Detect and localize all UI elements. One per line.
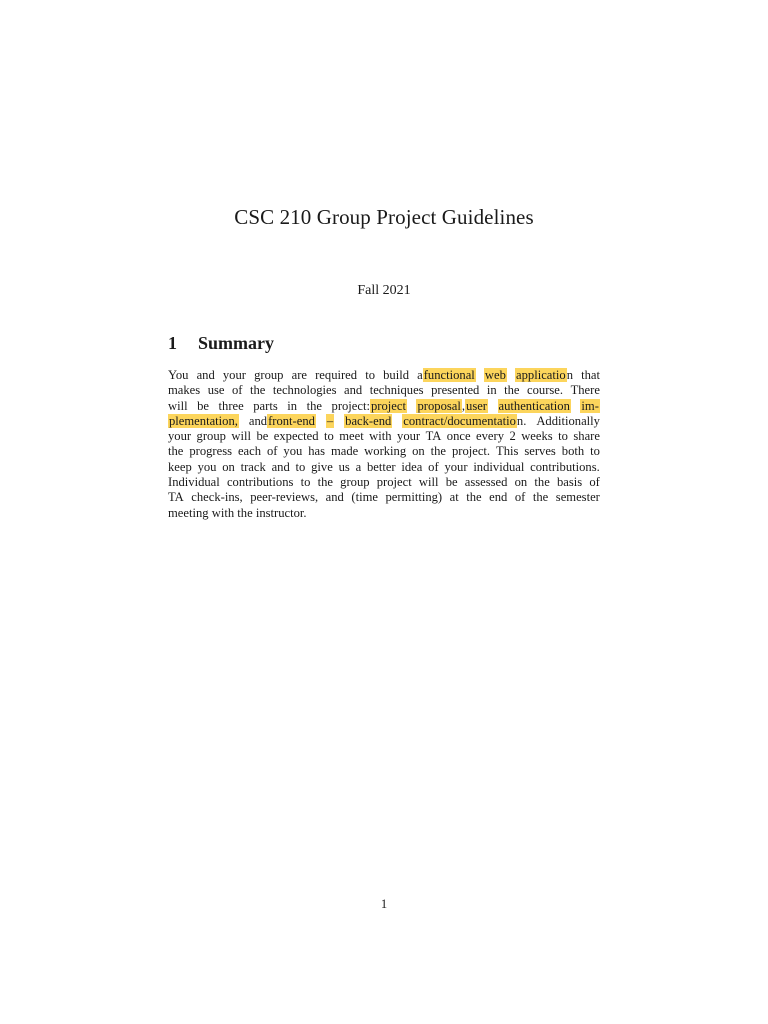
word [556,490,600,505]
text-run: be [197,398,210,413]
text-run: every [476,429,504,444]
word [509,429,515,444]
text-run: has [308,444,326,459]
word [487,383,497,398]
text-run: of [589,475,600,490]
text-run: individual [473,459,525,474]
word [383,368,409,383]
text-run: at [449,490,459,505]
word [473,460,524,475]
text-run: a [417,368,423,382]
text-run: the [430,444,447,459]
text-run: give [311,459,333,474]
text-run: semester [555,490,600,505]
text-run: and [325,490,344,505]
paragraph-line [168,399,600,414]
word [515,368,573,383]
word [370,383,424,398]
text-run: are [291,368,307,382]
word [168,414,239,429]
text-run: the [249,383,266,398]
text-run: serves [524,444,556,459]
text-run: to [365,368,375,382]
text-run: n. [516,413,527,428]
text-run: progress [189,444,232,459]
text-run: will [168,398,188,413]
text-run: with [369,429,392,444]
word [222,460,235,475]
word [324,429,334,444]
text-run: on [514,475,528,490]
text-run: assessed [464,475,508,490]
text-run: end [489,490,508,505]
word [426,429,442,444]
text-run: the [532,490,549,505]
word [484,368,507,383]
document-title: CSC 210 Group Project Guidelines [234,205,534,229]
word [168,460,192,475]
text-run: contributions. [530,459,600,474]
text-run: the [466,490,482,505]
text-run: made [330,444,359,459]
text-run: on [222,459,235,474]
highlighted-text: back-end [345,413,392,428]
word [589,475,600,490]
word [527,383,563,398]
word [308,444,325,459]
text-run: and [344,383,363,398]
text-run: be [256,429,269,444]
text-run: working [364,444,407,459]
page-number: 1 [380,897,388,911]
text-run: to [323,429,334,444]
word [344,414,392,429]
highlighted-text: im- [581,398,599,413]
text-run: TA [425,429,442,444]
highlighted-text: – [326,413,334,428]
text-run: use [207,383,225,398]
highlighted-text: contract/documentatio [403,413,516,428]
word [168,506,209,521]
text-run: each [237,444,262,459]
word [197,399,209,414]
text-run: you [197,459,217,474]
word [590,444,600,459]
text-run: of [514,490,526,505]
word [238,444,261,459]
word [197,368,215,383]
highlighted-text: proposal [417,398,461,413]
word [521,429,552,444]
word [249,414,316,429]
text-run: techniques [369,383,424,398]
section-heading [168,333,274,354]
text-run: peer-reviews, [250,490,319,505]
word [250,490,318,505]
word [419,475,439,490]
text-run: of [231,383,243,398]
word [331,444,358,459]
word [580,399,600,414]
word [466,490,481,505]
word [428,460,439,475]
paragraph-line [168,444,600,459]
text-run: parts [253,398,278,413]
word [515,490,526,505]
text-run: your [168,429,192,444]
text-run: Individual [168,475,220,490]
word [168,368,188,383]
word [571,383,600,398]
word [168,490,184,505]
text-run: expected [273,429,319,444]
paragraph-line [168,429,600,444]
text-run: (time [351,490,378,505]
word [450,490,459,505]
word [534,475,549,490]
text-run: to [590,444,600,459]
word [189,444,232,459]
text-run: three [218,398,244,413]
text-run: in [486,383,497,398]
text-run: your [222,368,246,382]
word [351,490,378,505]
word [208,383,225,398]
text-run: the [504,383,520,398]
word [219,399,244,414]
text-run: that [581,368,600,382]
word [227,475,293,490]
word [465,475,508,490]
text-run: track [240,459,266,474]
text-run: the [237,505,253,520]
word [237,506,252,521]
text-run: of [266,444,278,459]
text-run: You [168,368,189,382]
document-date: Fall 2021 [357,283,411,298]
word [273,383,337,398]
text-run: There [570,383,600,398]
text-run: presented [431,383,480,398]
word [356,460,362,475]
text-run: Additionally [536,413,600,428]
paragraph-line [168,490,600,505]
text-run: in [287,398,298,413]
text-run: and [196,368,215,382]
text-run: the [306,398,322,413]
word [489,490,507,505]
word [562,444,584,459]
word [296,460,306,475]
text-run: This [496,444,519,459]
word [272,460,290,475]
paragraph-line [168,383,600,398]
text-run: once [446,429,471,444]
word [256,429,268,444]
highlighted-text: web [484,368,506,382]
highlighted-text: front-end [268,413,315,428]
word [253,399,277,414]
word [397,429,420,444]
text-run: better [366,459,396,474]
text-run: a [355,459,362,474]
word [431,444,446,459]
word [168,383,200,398]
word [287,399,297,414]
word [212,506,234,521]
word [283,444,302,459]
word [476,429,504,444]
word [498,399,571,414]
word [256,506,307,521]
word [307,399,322,414]
word [452,444,490,459]
text-run: project: [331,398,370,413]
word [168,399,188,414]
word [431,383,479,398]
text-run: to [558,429,568,444]
word [581,368,600,383]
text-run: to [295,459,306,474]
word [530,460,600,475]
section-number: 1 [168,333,177,353]
word [311,460,333,475]
word [231,429,251,444]
text-run: share [573,429,600,444]
word [267,444,278,459]
paragraph-line [168,368,600,383]
text-run: and [248,413,268,428]
word [339,460,350,475]
word [332,399,407,414]
text-run: instructor. [255,505,307,520]
word [232,383,243,398]
text-run: contributions [226,475,294,490]
text-run: keep [168,459,192,474]
text-run: to [300,475,311,490]
text-run: 2 [509,429,516,444]
text-run: the [168,444,184,459]
highlighted-text: applicatio [516,368,566,382]
text-run: group [196,429,226,444]
text-run: group [254,368,284,382]
word [191,490,242,505]
word [223,368,246,383]
word [558,429,568,444]
text-run: required [315,368,358,382]
word [416,399,488,414]
text-run: be [445,475,458,490]
word [315,368,357,383]
text-run: check-ins, [191,490,243,505]
text-run: build [383,368,410,382]
paragraph-line [168,414,600,429]
text-run: n [566,368,573,382]
text-run: us [338,459,350,474]
word [446,475,458,490]
text-run: of [428,459,439,474]
word [292,368,307,383]
word [515,475,528,490]
word [412,444,425,459]
word [168,429,191,444]
word [401,460,422,475]
text-run: meet [339,429,364,444]
text-run: group [340,475,370,490]
word [340,475,369,490]
word [364,444,406,459]
word [504,383,519,398]
text-run: with [211,505,235,520]
word [254,368,283,383]
text-run: course. [527,383,564,398]
section-title: Summary [198,333,274,353]
text-run: on [412,444,425,459]
word [369,429,391,444]
text-run: the [317,475,333,490]
word [301,475,311,490]
text-run: your [444,459,468,474]
word [274,429,319,444]
word [326,414,334,429]
summary-paragraph [168,368,600,521]
word [318,475,333,490]
text-run: basis [556,475,583,490]
text-run: idea [401,459,423,474]
paragraph-line [168,506,600,521]
text-run: and [271,459,290,474]
word [524,444,555,459]
text-run: you [283,444,303,459]
text-run: the [534,475,550,490]
text-run: meeting [168,505,209,520]
word [168,475,220,490]
text-run: project [376,475,412,490]
word [197,429,226,444]
text-run: , [461,398,466,413]
text-run: weeks [521,429,553,444]
word [385,490,442,505]
word [536,414,600,429]
text-run: technologies [272,383,337,398]
word [447,429,471,444]
highlighted-text: project [370,398,406,413]
word [339,429,363,444]
word [402,414,526,429]
text-run: TA [168,490,184,505]
highlighted-text: user [466,398,487,413]
text-run: will [418,475,439,490]
text-run: makes [168,383,201,398]
text-run: project. [451,444,491,459]
text-run: permitting) [385,490,443,505]
word [496,444,518,459]
word [326,490,344,505]
word [557,475,582,490]
word [573,429,600,444]
text-run: will [231,429,251,444]
word [250,383,265,398]
word [198,460,217,475]
word [444,460,467,475]
word [367,460,396,475]
word [168,444,183,459]
text-run: your [397,429,421,444]
word [241,460,266,475]
word [377,475,412,490]
word [365,368,375,383]
paragraph-line [168,460,600,475]
highlighted-text: plementation, [169,413,238,428]
paragraph-line [168,475,600,490]
word [417,368,476,383]
text-run: both [561,444,585,459]
highlighted-text: authentication [498,398,570,413]
word [533,490,548,505]
word [344,383,362,398]
highlighted-text: functional [423,368,475,382]
